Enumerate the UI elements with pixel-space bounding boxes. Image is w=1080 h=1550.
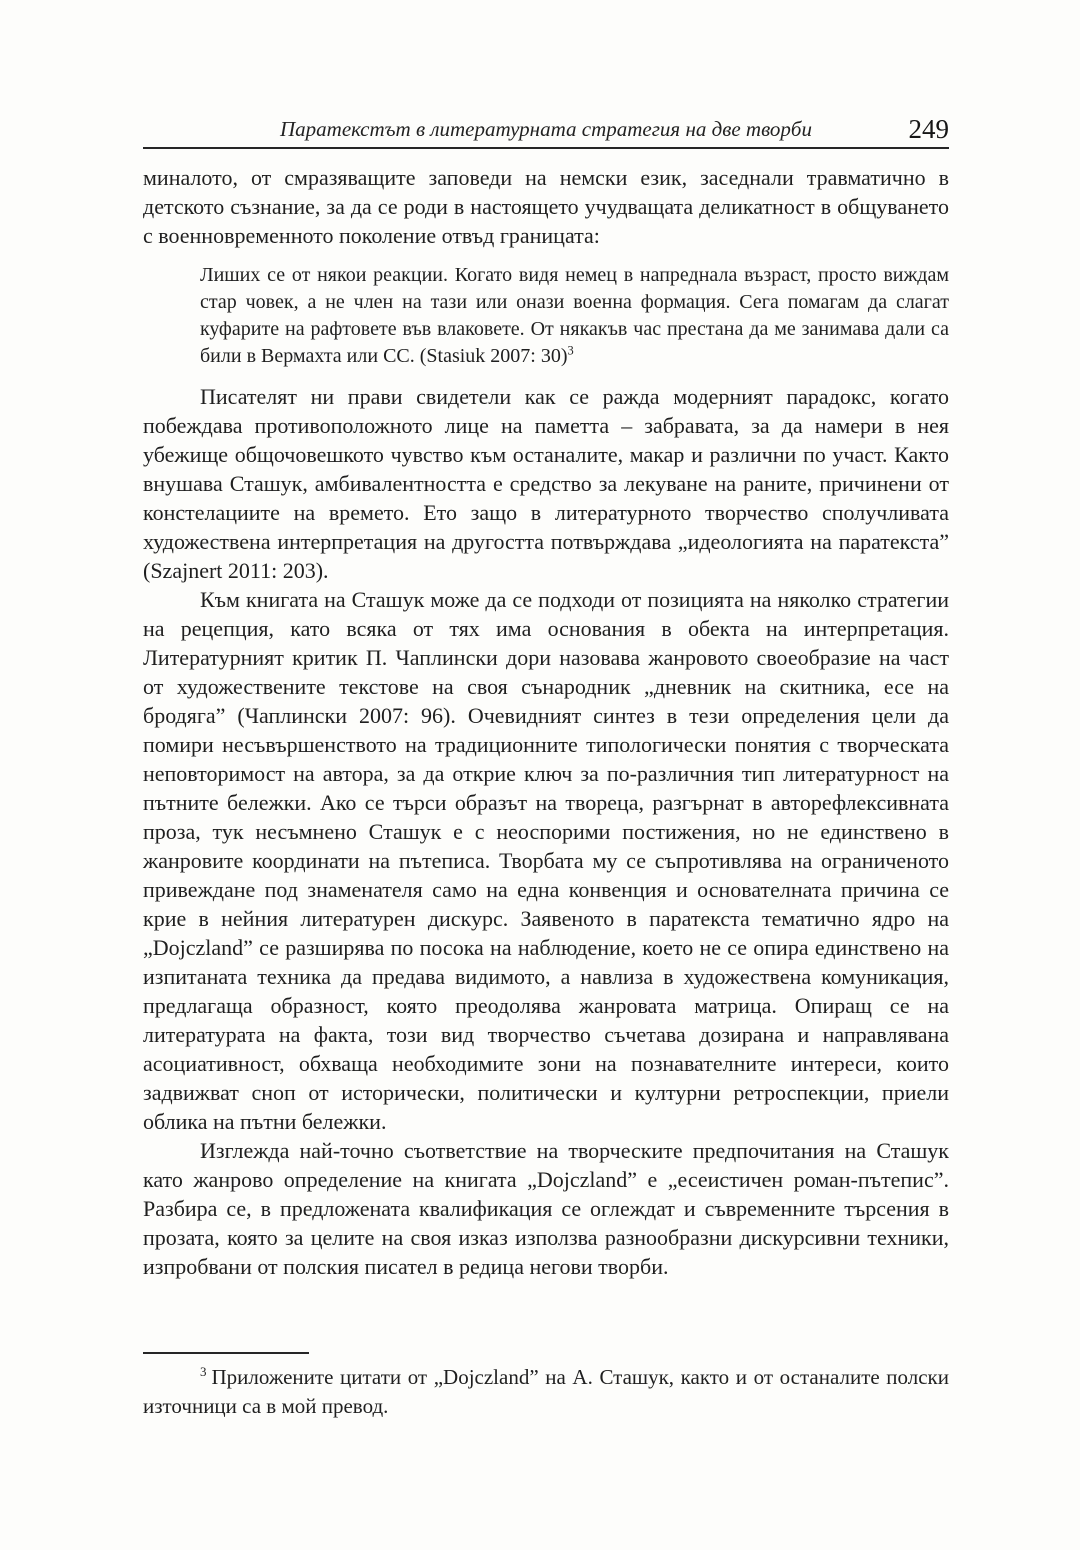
block-quote xyxy=(200,262,949,370)
paragraph-4: Изглежда най-точно съответствие на творческите предпочитания на Сташук като жанрово определение на книгата „Dojczland” е „есеистичен роман-пътепис”. Разбира се, в предложената квалификация се оглеждат и съвременните търсения в прозата, която за целите на своя изказ използва разнообразни дискурсивни техники, изпробвани от полския писател в редица негови творби. xyxy=(143,1138,949,1279)
footnote-separator-rule xyxy=(143,1352,309,1354)
paragraph-2: Писателят ни прави свидетели как се ражда модерният парадокс, когато побеждава противоположното лице на паметта – забравата, за да намери в нея убежище общочовешкото чувство към останалите, макар и различни по участ. Както внушава Сташук, амбивалентността е средство за лекуване на раните, причинени от констелациите на времето. Ето защо в литературното творчество сполучливата художествена интерпретация на другостта потвърждава „идеологията на паратекста” (Szajnert 2011: 203). xyxy=(143,384,949,583)
footnote-text: Приложените цитати от „Dojczland” на А. Сташук, както и от останалите полски източници са в мой превод. xyxy=(143,1365,949,1418)
footnote-marker: 3 xyxy=(200,1364,207,1379)
quote-text: Лиших се от някои реакции. Когато видя немец в напреднала възраст, просто виждам стар човек, а не член на тази или онази военна формация. Сега помагам да слагат куфарите на рафтовете във влаковете. От някакъв час престана да ме занимава дали са били в Вермахта или СС. (Stasiuk 2007: 30) xyxy=(200,264,949,367)
footnote-reference-marker: 3 xyxy=(567,343,574,358)
header-rule xyxy=(143,147,949,149)
page-number: 249 xyxy=(908,114,949,144)
paragraph-continuation: миналото, от смразяващите заповеди на немски език, заседнали травматично в детското съзнание, за да се роди в настоящето учудващата деликатност в общуването с военновременното поколение отвъд границата: xyxy=(143,165,949,248)
page-body xyxy=(143,163,949,1281)
text-column xyxy=(143,110,949,1281)
footnote xyxy=(143,1363,949,1421)
running-head-title: Паратекстът в литературната стратегия на две творби xyxy=(280,117,812,141)
paragraph-3: Към книгата на Сташук може да се подходи от позицията на няколко стратегии на рецепция, като всяка от тях има основания в обекта на интерпретация. Литературният критик П. Чаплински дори назовава жанровото своеобразие на част от художествените текстове на своя сънародник „дневник на скитника, есе на бродяга” (Чаплински 2007: 96). Очевидният синтез в тези определения цели да помири несъвършенството на традиционните типологически понятия с творческата неповторимост на автора, за да открие ключ за по-различния тип литературност на пътните бележки. Ако се търси образът на твореца, разгърнат в авторефлексивната проза, тук несъмнено Сташук е с неоспорими постижения, но не единствено в жанровите координати на пътеписа. Творбата му се съпротивлява на ограниченото привеждане под знаменателя само на една конвенция и основателната причина се крие в нейния литературен дискурс. Заявеното в паратекста тематично ядро на „Dojczland” се разширява по посока на наблюдение, което не се опира единствено на изпитаната техника да предава видимото, а навлиза в художествена комуникация, предлагаща образност, която преодолява жанровата матрица. Опиращ се на литературата на факта, този вид творчество съчетава дозирана и направлявана асоциативност, обхваща необходимите зони на познавателните интереси, които задвижват сноп от исторически, политически и културни ретроспекции, приели облика на пътни бележки. xyxy=(143,587,949,1134)
footnote-area xyxy=(143,1352,949,1421)
running-head-row xyxy=(143,110,949,144)
page-header xyxy=(143,110,949,149)
